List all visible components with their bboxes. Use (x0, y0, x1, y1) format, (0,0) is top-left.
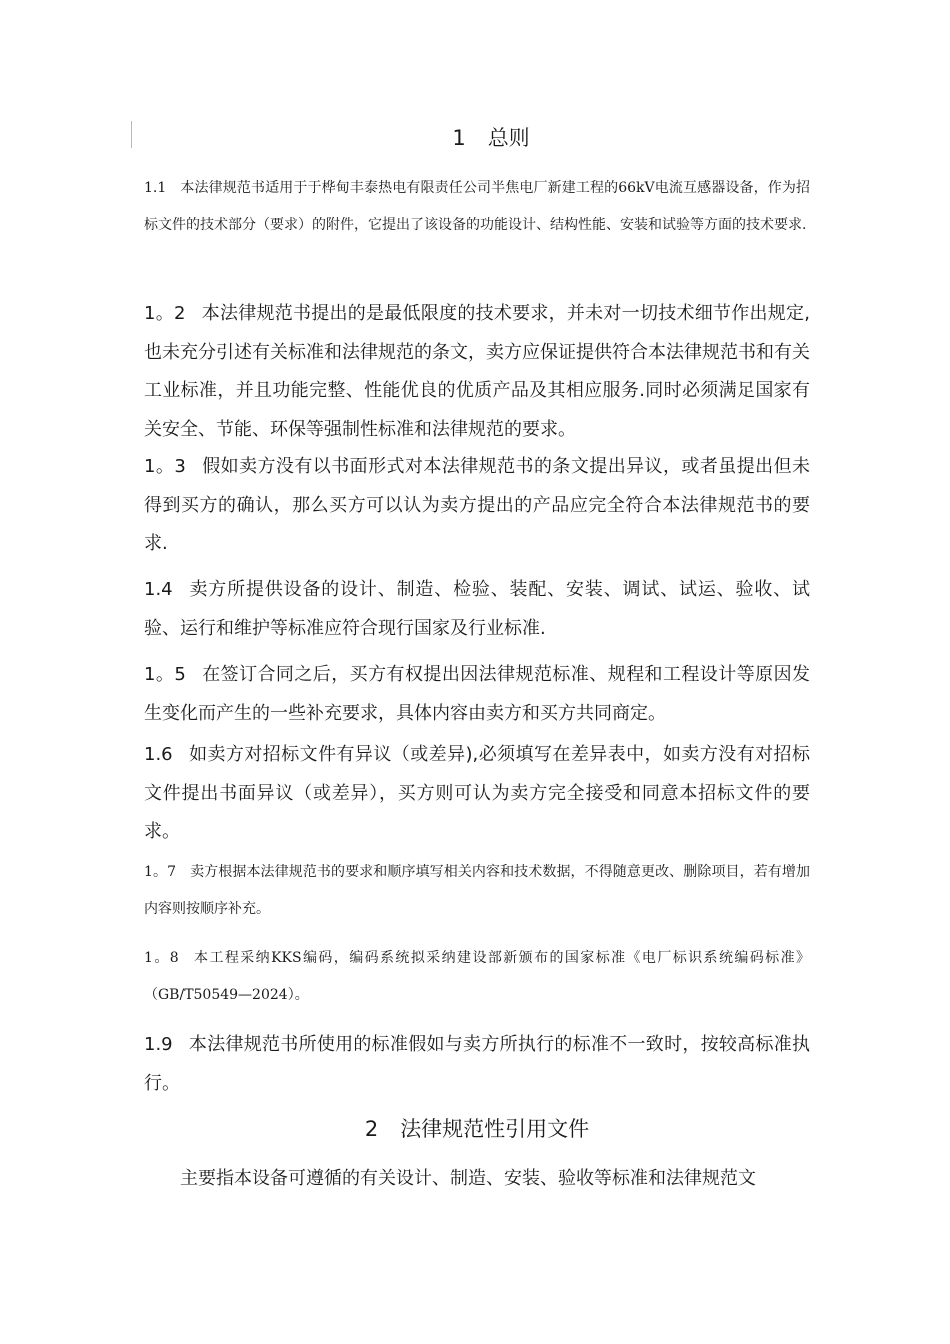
clause-number: 1。2 (144, 303, 186, 324)
clause-1-9 (144, 1026, 810, 1103)
section-number: 1 (452, 126, 466, 150)
clause-text: 卖方所提供设备的设计、制造、检验、装配、安装、调试、试运、验收、试验、运行和维护等标准应符合现行国家及行业标准. (144, 579, 810, 639)
clause-number: 1。7 (144, 864, 176, 880)
clause-1-8 (144, 940, 810, 1014)
clause-1-6 (144, 736, 810, 852)
section-title: 总则 (487, 126, 530, 150)
clause-1-2 (144, 295, 810, 449)
clause-number: 1.9 (144, 1034, 173, 1055)
clause-text: 本法律规范书所使用的标准假如与卖方所执行的标准不一致时，按较高标准执行。 (144, 1034, 810, 1094)
section-number: 2 (364, 1117, 379, 1141)
clause-text: 卖方根据本法律规范书的要求和顺序填写相关内容和技术数据，不得随意更改、删除项目，若有增加内容则按顺序补充。 (144, 864, 810, 917)
clause-1-4 (144, 571, 810, 648)
clause-number: 1。5 (144, 664, 186, 685)
clause-1-3 (144, 448, 810, 564)
clause-text: 假如卖方没有以书面形式对本法律规范书的条文提出异议，或者虽提出但未得到买方的确认，那么买方可以认为卖方提出的产品应完全符合本法律规范书的要求. (144, 456, 811, 554)
clause-1-1 (144, 170, 810, 244)
section-2-heading (2, 1113, 950, 1143)
section-title: 法律规范性引用文件 (400, 1117, 590, 1141)
clause-number: 1.6 (144, 744, 173, 765)
clause-text: 在签订合同之后，买方有权提出因法律规范标准、规程和工程设计等原因发生变化而产生的一些补充要求，具体内容由卖方和买方共同商定。 (144, 664, 811, 724)
clause-text: 本法律规范书提出的是最低限度的技术要求，并未对一切技术细节作出规定,也未充分引述有关标准和法律规范的条文，卖方应保证提供符合本法律规范书和有关工业标准，并且功能完整、性能优良的优质产品及其相应服务.同时必须满足国家有关安全、节能、环保等强制性标准和法律规范的要求。 (144, 303, 811, 440)
clause-text: 本工程采纳KKS编码，编码系统拟采纳建设部新颁布的国家标准《电厂标识系统编码标准》（GB/T50549—2024）。 (144, 950, 810, 1003)
section-2-intro: 主要指本设备可遵循的有关设计、制造、安装、验收等标准和法律规范文 (180, 1168, 756, 1189)
clause-text: 本法律规范书适用于于桦甸丰泰热电有限责任公司半焦电厂新建工程的66kV电流互感器设备，作为招标文件的技术部分（要求）的附件，它提出了该设备的功能设计、结构性能、安装和试验等方面的技术要求. (144, 180, 810, 233)
clause-number: 1。8 (144, 950, 179, 966)
clause-number: 1.4 (144, 579, 173, 600)
clause-1-7 (144, 854, 810, 928)
section-1-heading (16, 122, 950, 152)
clause-1-5 (144, 656, 810, 733)
clause-number: 1.1 (144, 180, 167, 196)
clause-number: 1。3 (144, 456, 186, 477)
clause-text: 如卖方对招标文件有异议（或差异),必须填写在差异表中，如卖方没有对招标文件提出书面异议（或差异），买方则可认为卖方完全接受和同意本招标文件的要求。 (144, 744, 810, 842)
